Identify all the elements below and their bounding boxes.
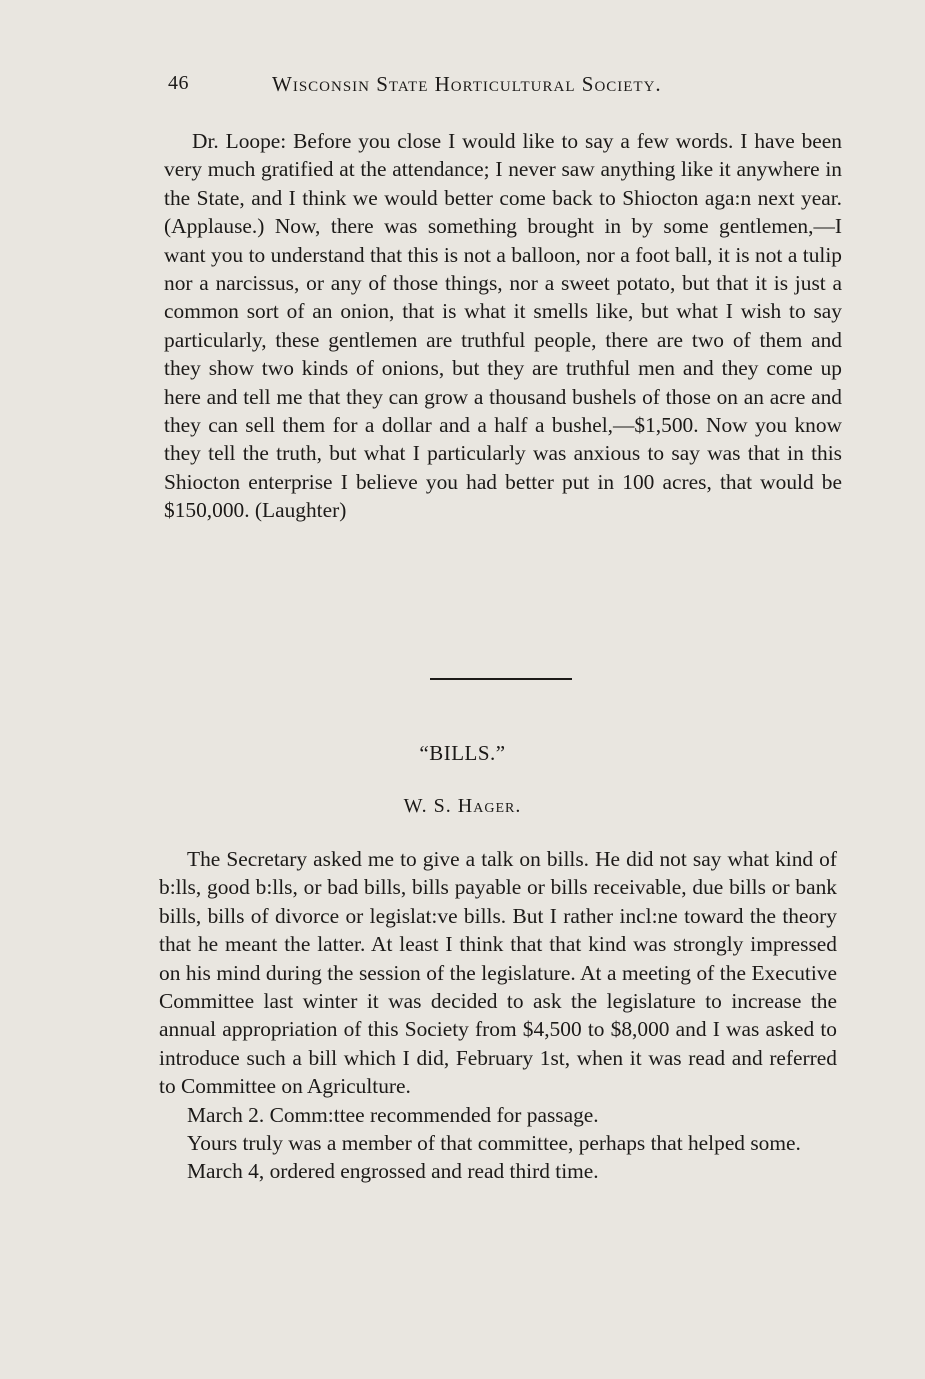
paragraph-bills-1: The Secretary asked me to give a talk on bills. He did not say what kind of b:lls, good b:lls, or bad bills, bills payable or bills receivable, due bills or bank bills, bills of divorce or legislat:ve bills. But I rather incl:ne toward the theory that he meant the latter. At least I think that that kind was strongly impressed on his mind during the session of the legislature. At a meeting of the Executive Committee last winter it was decided to ask the legislature to increase the annual appropriation of this Society from $4,500 to $8,000 and I was asked to introduce such a bill which I did, February 1st, when it was read and referred to Committee on Agriculture. [159,847,837,1099]
section-dr-loope [164,127,842,525]
paragraph-bills-2: March 2. Comm:ttee recommended for passage. [187,1102,599,1127]
article-author: W. S. Hager. [403,795,522,817]
paragraph-bills-4: March 4, ordered engrossed and read third time. [187,1159,599,1184]
paragraph-dr-loope: Dr. Loope: Before you close I would like to say a few words. I have been very much gratified at the attendance; I never saw anything like it anywhere in the State, and I think we would better come back to Shiocton aga:n next year. (Applause.) Now, there was something brought in by some gentlemen,—I want you to understand that this is not a balloon, nor a foot ball, it is not a tulip nor a narcissus, or any of those things, nor a sweet potato, but that it is just a common sort of an onion, that is what it smells like, but what I wish to say particularly, these gentlemen are truthful people, there are two of them and they show two kinds of onions, but they are truthful men and they come up here and tell me that they can grow a thousand bushels of those on an acre and they can sell them for a dollar and a half a bushel,—$1,500. Now you know they tell the truth, but what I particularly was anxious to say was that in this Shiocton enterprise I believe you had better put in 100 acres, that would be $150,000. (Laughter) [164,129,842,523]
paragraph-bills-3: Yours truly was a member of that committee, perhaps that helped some. [187,1131,801,1156]
article-body [159,845,837,1186]
running-title: Wisconsin State Horticultural Society. [272,72,662,96]
section-divider [430,678,572,680]
page-number: 46 [168,72,189,94]
article-title: “BILLS.” [419,741,506,765]
